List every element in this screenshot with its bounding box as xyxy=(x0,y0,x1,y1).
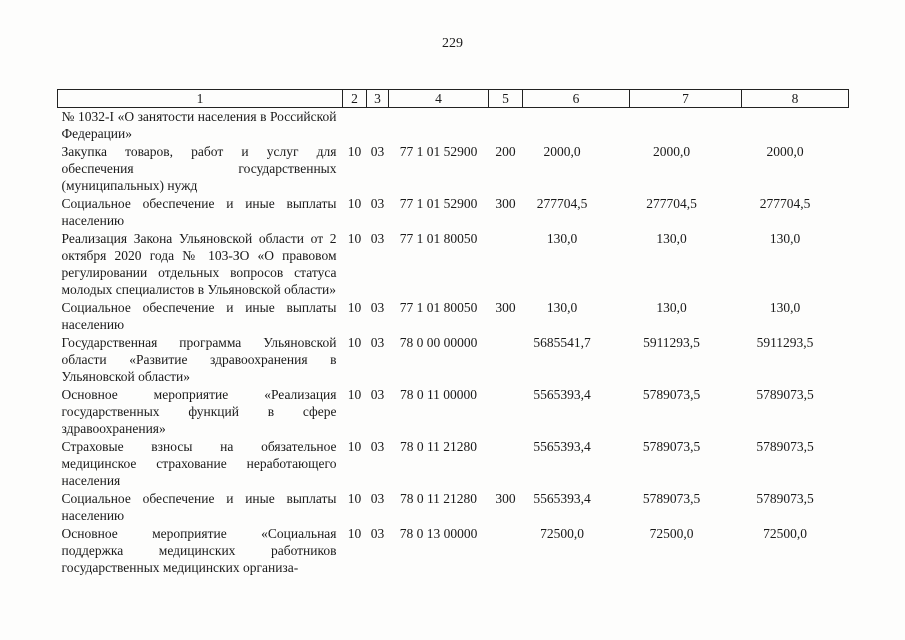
row-amount-col7: 277704,5 xyxy=(646,196,697,211)
row-target-code: 78 0 13 00000 xyxy=(399,526,478,541)
row-amount-col8: 130,0 xyxy=(769,300,801,315)
row-name: Страховые взносы на обязательное медицинское страхование неработающего населения xyxy=(61,439,337,488)
row-target-code: 78 0 11 21280 xyxy=(399,439,478,454)
row-name: № 1032-I «О занятости населения в Российской Федерации» xyxy=(61,109,337,141)
row-section: 10 xyxy=(347,196,362,211)
table-row xyxy=(58,195,849,230)
row-expense-type: 200 xyxy=(495,144,516,159)
row-amount-col8: 72500,0 xyxy=(763,526,807,541)
row-amount-col7: 72500,0 xyxy=(649,526,694,541)
row-amount-col8: 130,0 xyxy=(769,231,801,246)
table-row xyxy=(58,108,849,144)
row-subsection: 03 xyxy=(370,491,385,506)
header-col-3: 3 xyxy=(367,90,389,108)
row-amount-col6: 5565393,4 xyxy=(533,387,591,402)
row-section: 10 xyxy=(347,387,362,402)
row-expense-type xyxy=(489,230,523,299)
row-target-code xyxy=(389,108,489,144)
row-amount-col7: 2000,0 xyxy=(652,144,691,159)
header-col-4: 4 xyxy=(389,90,489,108)
row-amount-col7: 5789073,5 xyxy=(642,439,701,454)
row-subsection: 03 xyxy=(370,526,385,541)
row-section: 10 xyxy=(347,231,362,246)
row-amount-col8: 5789073,5 xyxy=(756,491,814,506)
row-target-code: 77 1 01 52900 xyxy=(399,196,478,211)
row-amount-col8: 2000,0 xyxy=(766,144,804,159)
row-expense-type xyxy=(489,438,523,490)
row-amount-col6: 2000,0 xyxy=(543,144,581,159)
row-amount-col6: 5565393,4 xyxy=(533,439,591,454)
row-subsection: 03 xyxy=(370,439,385,454)
table-row xyxy=(58,143,849,195)
row-amount-col6: 130,0 xyxy=(546,231,578,246)
row-target-code: 78 0 11 21280 xyxy=(399,491,478,506)
header-col-7: 7 xyxy=(630,90,742,108)
row-amount-col7: 5789073,5 xyxy=(642,387,701,402)
row-subsection: 03 xyxy=(370,231,385,246)
row-target-code: 77 1 01 80050 xyxy=(399,300,478,315)
row-amount-col6: 72500,0 xyxy=(540,526,584,541)
row-name: Основное мероприятие «Реализация государственных функций в сфере здравоохранения» xyxy=(61,387,337,436)
row-expense-type xyxy=(489,386,523,438)
row-amount-col7: 130,0 xyxy=(656,300,687,315)
row-amount-col8 xyxy=(742,108,849,144)
table-row xyxy=(58,525,849,577)
table-row xyxy=(58,334,849,386)
row-section xyxy=(343,108,367,144)
row-expense-type xyxy=(489,525,523,577)
table-row xyxy=(58,438,849,490)
row-section: 10 xyxy=(347,439,362,454)
row-target-code: 78 0 11 00000 xyxy=(399,387,478,402)
row-target-code: 77 1 01 52900 xyxy=(399,144,478,159)
row-name: Основное мероприятие «Социальная поддержка медицинских работников государственных медицинских организа- xyxy=(61,526,337,575)
row-amount-col8: 5789073,5 xyxy=(756,439,814,454)
table-row xyxy=(58,386,849,438)
row-amount-col6: 277704,5 xyxy=(536,196,588,211)
table-row xyxy=(58,230,849,299)
row-expense-type xyxy=(489,108,523,144)
row-section: 10 xyxy=(347,300,362,315)
row-amount-col7 xyxy=(630,108,742,144)
row-amount-col7: 5911293,5 xyxy=(643,335,700,350)
header-col-8: 8 xyxy=(742,90,849,108)
row-subsection: 03 xyxy=(370,196,385,211)
budget-table xyxy=(57,89,849,577)
row-section: 10 xyxy=(347,526,362,541)
row-subsection: 03 xyxy=(370,300,385,315)
header-col-5: 5 xyxy=(489,90,523,108)
header-col-1: 1 xyxy=(58,90,343,108)
table-row xyxy=(58,299,849,334)
row-section: 10 xyxy=(347,491,362,506)
table-row xyxy=(58,490,849,525)
row-expense-type: 300 xyxy=(495,196,516,211)
row-amount-col6: 5565393,4 xyxy=(533,491,591,506)
row-name: Реализация Закона Ульяновской области от 2 октября 2020 года № 103-ЗО «О правовом регулировании отдельных вопросов статуса молодых специалистов в Ульяновской области» xyxy=(61,231,337,297)
row-amount-col8: 5911293,5 xyxy=(756,335,814,350)
row-subsection xyxy=(367,108,389,144)
row-name: Закупка товаров, работ и услуг для обеспечения государственных (муниципальных) нужд xyxy=(61,144,337,193)
row-section: 10 xyxy=(347,335,362,350)
row-amount-col8: 277704,5 xyxy=(759,196,811,211)
row-amount-col7: 5789073,5 xyxy=(642,491,701,506)
row-name: Социальное обеспечение и иные выплаты населению xyxy=(61,491,337,523)
row-subsection: 03 xyxy=(370,387,385,402)
row-subsection: 03 xyxy=(370,144,385,159)
row-amount-col6: 130,0 xyxy=(546,300,578,315)
table-header xyxy=(58,90,849,108)
header-col-6: 6 xyxy=(523,90,630,108)
row-target-code: 77 1 01 80050 xyxy=(399,231,478,246)
row-section: 10 xyxy=(347,144,362,159)
row-expense-type: 300 xyxy=(495,300,516,315)
page-number: 229 xyxy=(442,36,463,51)
row-amount-col6 xyxy=(523,108,630,144)
row-amount-col8: 5789073,5 xyxy=(756,387,814,402)
row-name: Социальное обеспечение и иные выплаты населению xyxy=(61,196,337,228)
row-name: Социальное обеспечение и иные выплаты населению xyxy=(61,300,337,332)
row-amount-col7: 130,0 xyxy=(656,231,687,246)
row-expense-type: 300 xyxy=(495,491,516,506)
row-target-code: 78 0 00 00000 xyxy=(399,335,478,350)
header-col-2: 2 xyxy=(343,90,367,108)
row-name: Государственная программа Ульяновской области «Развитие здравоохранения в Ульяновской области» xyxy=(61,335,337,384)
row-subsection: 03 xyxy=(370,335,385,350)
row-amount-col6: 5685541,7 xyxy=(533,335,591,350)
row-expense-type xyxy=(489,334,523,386)
